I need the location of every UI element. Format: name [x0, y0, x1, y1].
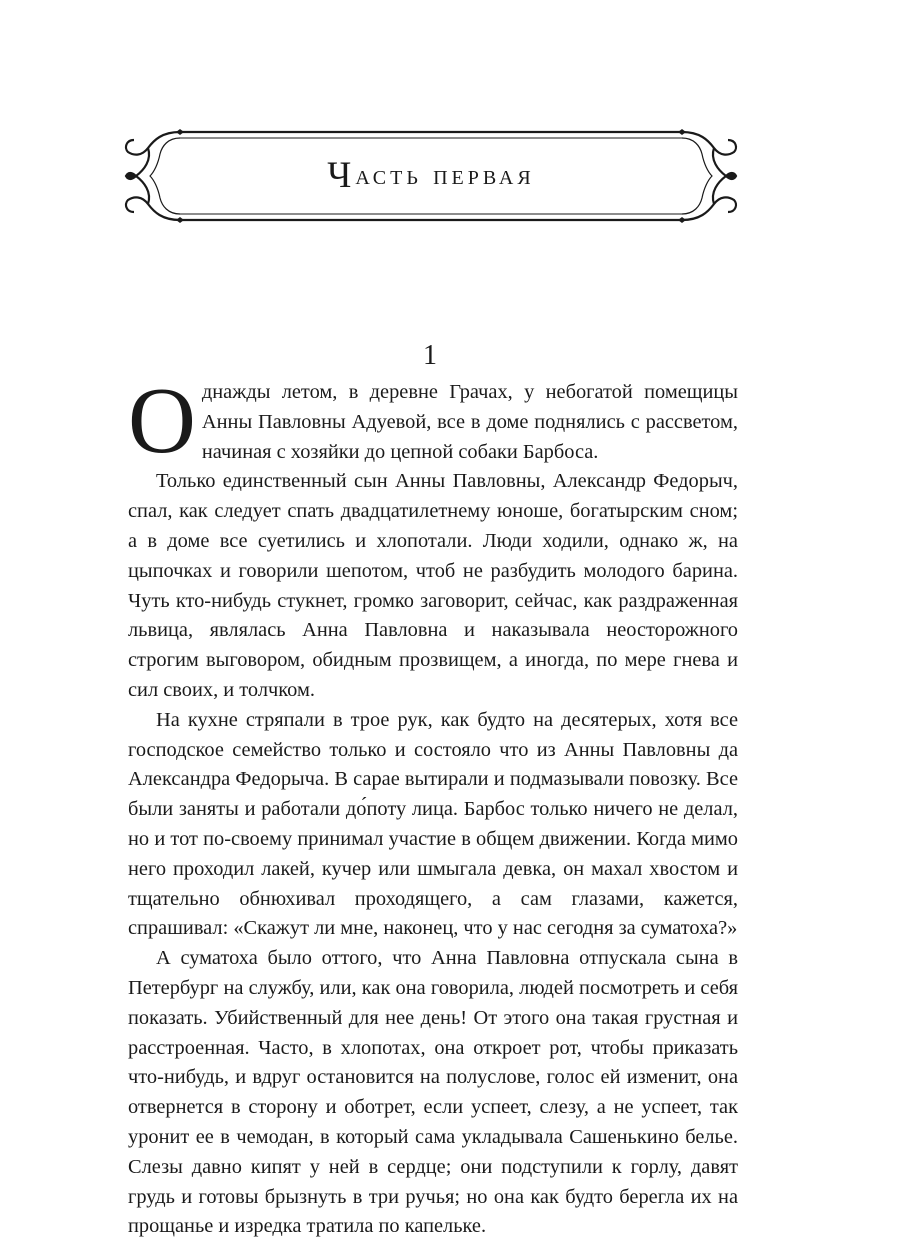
chapter-text: [128, 369, 738, 1242]
paragraph-1-text: днажды летом, в деревне Грачах, у небогатой помещицы Анны Павловны Адуевой, все в доме поднялись с рассветом, начиная с хозяйки до цепной собаки Барбоса.: [201, 381, 738, 463]
part-title-initial: Ч: [327, 154, 356, 196]
paragraph-3: На кухне стряпали в трое рук, как будто на десятерых, хотя все господское семейство только и состояло что из Анны Павловны да Александра Федорыча. В сарае вытирали и подмазывали повозку. Все были заняты и работали до́поту лица. Барбос только ничего не делал, но и тот по-своему принимал участие в общем движении. Когда мимо него проходил лакей, кучер или шмыгала девка, он махал хвостом и тщательно обнюхивал проходящего, а сам глазами, кажется, спрашивал: «Скажут ли мне, наконец, что у нас сегодня за суматоха?»: [128, 708, 738, 940]
drop-cap: О: [128, 369, 196, 473]
chapter-number: 1: [423, 340, 437, 371]
paragraph-2: Только единственный сын Анны Павловны, Александр Федорыч, спал, как следует спать двадцатилетнему юноше, богатырским сном; а в доме все суетились и хлопотали. Люди ходили, однако ж, на цыпочках и говорили шепотом, чтоб не разбудить молодого барина. Чуть кто-нибудь стукнет, громко заговорит, сейчас, как раздраженная львица, являлась Анна Павловна и наказывала неосторожного строгим выговором, обидным прозвищем, а иногда, по мере гнева и сил своих, и толчком.: [128, 470, 738, 701]
part-title-rest: асть первая: [355, 158, 535, 191]
part-title: [122, 148, 740, 202]
paragraph-4: А суматоха было оттого, что Анна Павловна отпускала сына в Петербург на службу, или, как она говорила, людей посмотреть и себя показать. Убийственный для нее день! От этого она такая грустная и расстроенная. Часто, в хлопотах, она откроет рот, чтобы приказать что-нибудь, и вдруг остановится на полуслове, голос ей изменит, она отвернется в сторону и оботрет, если успеет, слезу, а не успеет, так уронит ее в чемодан, в который сама укладывала Сашенькино белье. Слезы давно кипят у ней в сердце; они подступили к горлу, давят грудь и готовы брызнуть в три ручья; но она как будто берегла их на прощанье и изредка тратила по капельке.: [128, 947, 738, 1238]
paragraph-1: [128, 369, 738, 473]
